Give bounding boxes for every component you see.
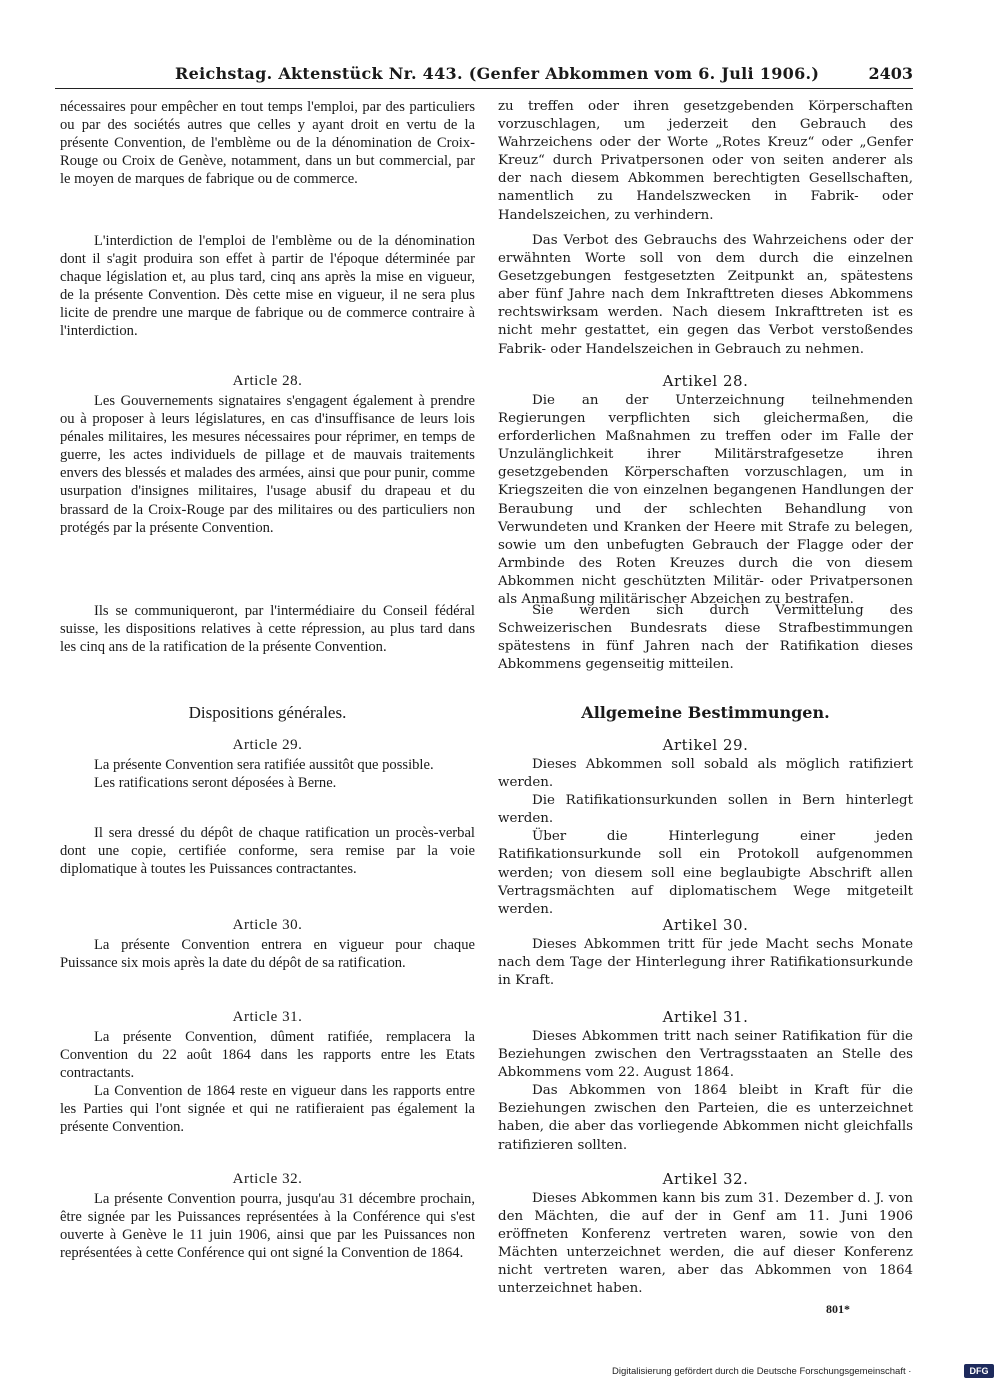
de-article-31-heading: Artikel 31. — [662, 1008, 749, 1026]
fr-interdiction-paragraph: L'interdiction de l'emploi de l'emblème ou de la dénomination dont il s'agit produira son effet à partir de l'époque déterminée par chaque législation et, au plus tard, cinq ans après la mise en vigueur, de la présente Convention. Dès cette mise en vigueur, il ne sera plus licite de prendre une marque de fabrique ou de commerce contraire à l'interdiction. — [60, 233, 475, 340]
running-header — [55, 62, 913, 89]
fr-article-30-heading: Article 30. — [232, 917, 303, 933]
fr-article-31-heading: Article 31. — [232, 1009, 303, 1025]
de-article-28-heading: Artikel 28. — [662, 372, 749, 390]
de-intro-paragraph: zu treffen oder ihren gesetzgebenden Körperschaften vorzuschlagen, um jederzeit den Gebrauch des Wahrzeichens oder der Worte „Rotes Kreuz“ oder „Genfer Kreuz“ durch Privatpersonen oder von seiten anderer als der nach diesem Abkommen berechtigten Gesellschaften, namentlich zu Handelszwecken in Fabrik- oder Handelszeichen, zu verhindern. — [498, 99, 913, 223]
fr-article-28-heading: Article 28. — [232, 373, 303, 389]
de-article-32-heading: Artikel 32. — [662, 1170, 749, 1188]
de-article-29-paragraph-1: Dieses Abkommen soll sobald als möglich ratifiziert werden. — [498, 757, 913, 791]
de-article-29-heading: Artikel 29. — [662, 736, 749, 754]
fr-section-heading: Dispositions générales. — [188, 703, 347, 722]
fr-intro-paragraph: nécessaires pour empêcher en tout temps l'emploi, par des particuliers ou par des sociétés autres que celles y ayant droit en vertu de la présente Convention, de l'emblème ou de la dénomination de Croix-Rouge ou Croix de Genève, notamment, dans un but commercial, par le moyen de marques de fabrique ou de commerce. — [60, 99, 475, 188]
page-number: 2403 — [868, 64, 913, 83]
fr-article-29-paragraph-1: La présente Convention sera ratifiée aussitôt que possible. — [94, 757, 434, 773]
fr-article-29-paragraph-2: Les ratifications seront déposées à Berne. — [94, 775, 337, 792]
fr-article-30-paragraph-1: La présente Convention entrera en vigueur pour chaque Puissance six mois après la date du dépôt de sa ratification. — [60, 937, 475, 972]
de-article-30-paragraph-1: Dieses Abkommen tritt für jede Macht sechs Monate nach dem Tage der Hinterlegung ihrer Ratifikationsurkunde in Kraft. — [498, 937, 913, 989]
fr-article-32-heading: Article 32. — [232, 1171, 303, 1187]
digitization-footer — [612, 1364, 997, 1380]
de-article-28-paragraph-1: Die an der Unterzeichnung teilnehmenden Regierungen verpflichten sich gleichermaßen, die erforderlichen Maßnahmen zu treffen oder im Falle der Unzulänglichkeit ihrer Militärstrafgesetze ihren gesetzgebenden Körperschaften vorzuschlagen, um in Kriegszeiten die von einzelnen begangenen Handlungen der Beraubung und der schlechten Behandlung von Verwundeten und Kranken der Heere mit Strafe zu belegen, sowie um den unbefugten Gebrauch der Flagge oder der Armbinde des Roten Kreuzes durch die von diesem Abkommen nicht geschützten Militär- oder Privatpersonen als Anmaßung militärischer Abzeichen zu bestrafen. — [498, 393, 913, 608]
header-title: Reichstag. Aktenstück Nr. 443. (Genfer Abkommen vom 6. Juli 1906.) — [175, 64, 820, 83]
fr-article-31-paragraph-2: La Convention de 1864 reste en vigueur dans les rapports entre les Parties qui l'ont signée et qui ne ratifieraient pas également la présente Convention. — [60, 1083, 475, 1136]
de-article-29-paragraph-2: Die Ratifikationsurkunden sollen in Bern hinterlegt werden. — [498, 793, 913, 827]
footer-text: Digitalisierung gefördert durch die Deutsche Forschungsgemeinschaft · — [612, 1366, 912, 1377]
de-article-28-paragraph-2: Sie werden sich durch Vermittelung des Schweizerischen Bundesrats diese Strafbestimmungen spätestens in fünf Jahren nach der Ratifikation dieses Abkommens gegenseitig mitteilen. — [498, 603, 913, 673]
de-verbot-paragraph: Das Verbot des Gebrauchs des Wahrzeichens oder der erwähnten Worte soll von dem durch die einzelnen Gesetzgebungen festgesetzten Zeitpunkt an, spätestens aber fünf Jahre nach dem Inkrafttreten dieses Abkommens rechtswirksam werden. Nach diesem Inkrafttreten ist es nicht mehr gestattet, ein gegen das Verbot verstoßendes Fabrik- oder Handelszeichen in Gebrauch zu nehmen. — [498, 233, 913, 357]
fr-article-28-paragraph-1: Les Gouvernements signataires s'engagent également à prendre ou à proposer à leurs législatures, en cas d'insuffisance de leurs lois pénales militaires, les mesures nécessaires pour réprimer, en temps de guerre, les actes individuels de pillage et de mauvais traitements envers des blessés et malades des armées, ainsi que pour punir, comme usurpation d'insignes militaires, l'usage abusif du drapeau et du brassard de la Croix-Rouge par des militaires ou des particuliers non protégés par la présente Convention. — [60, 393, 475, 536]
fr-article-31-paragraph-1: La présente Convention, dûment ratifiée, remplacera la Convention du 22 août 1864 dans les rapports entre les Etats contractants. — [60, 1029, 475, 1082]
de-section-heading: Allgemeine Bestimmungen. — [581, 703, 830, 722]
sheet-mark: 801* — [826, 1302, 850, 1316]
fr-article-29-heading: Article 29. — [232, 737, 303, 753]
de-article-31-paragraph-2: Das Abkommen von 1864 bleibt in Kraft für die Beziehungen zwischen den Parteien, die es unterzeichnet haben, die aber das vorliegende Abkommen nicht gleichfalls ratifizieren sollten. — [498, 1083, 913, 1153]
de-article-32-paragraph-1: Dieses Abkommen kann bis zum 31. Dezember d. J. von den Mächten, die auf der in Genf am 11. Juni 1906 eröffneten Konferenz vertreten waren, sowie von den Mächten unterzeichnet werden, die auf dieser Konferenz nicht vertreten waren, aber das Abkommen von 1864 unterzeichnet haben. — [498, 1191, 913, 1297]
de-article-29-paragraph-3: Über die Hinterlegung einer jeden Ratifikationsurkunde soll ein Protokoll aufgenommen werden; von diesem soll eine beglaubigte Abschrift allen Vertragsmächten auf diplomatischem Wege mitgeteilt werden. — [498, 829, 913, 917]
de-article-30-heading: Artikel 30. — [662, 916, 749, 934]
de-article-31-paragraph-1: Dieses Abkommen tritt nach seiner Ratifikation für die Beziehungen zwischen den Vertragsstaaten an Stelle des Abkommens vom 22. August 1864. — [498, 1029, 913, 1081]
fr-article-32-paragraph-1: La présente Convention pourra, jusqu'au 31 décembre prochain, être signée par les Puissances représentées à la Conférence qui s'est ouverte à Genève le 11 juin 1906, ainsi que par les Puissances non représentées à cette Conférence qui ont signé la Convention de 1864. — [60, 1191, 475, 1262]
dfg-logo-icon: DFG — [964, 1364, 994, 1378]
fr-article-28-paragraph-2: Ils se communiqueront, par l'intermédiaire du Conseil fédéral suisse, les dispositions relatives à cette répression, au plus tard dans les cinq ans de la ratification de la présente Convention. — [60, 603, 475, 656]
fr-article-29-paragraph-3: Il sera dressé du dépôt de chaque ratification un procès-verbal dont une copie, certifiée conforme, sera remise par la voie diplomatique à toutes les Puissances contractantes. — [60, 825, 475, 878]
